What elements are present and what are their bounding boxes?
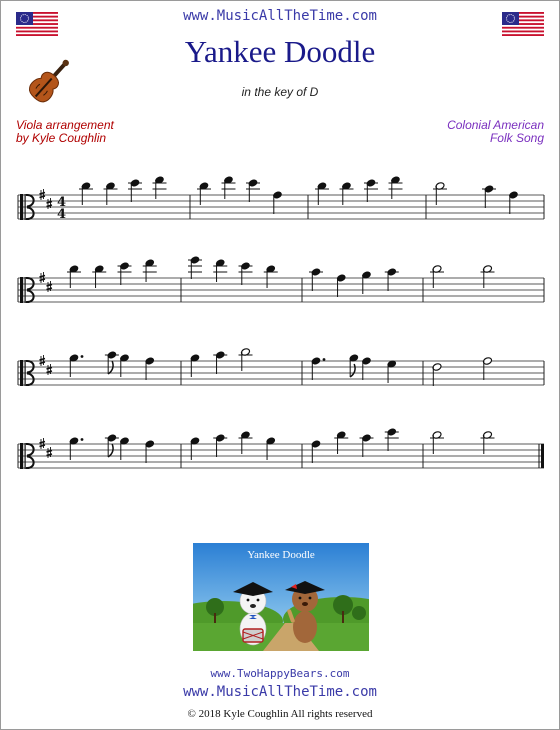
note [92,265,106,288]
note [481,265,495,288]
arrangement-line2: by Kyle Coughlin [16,131,107,145]
note [340,182,354,205]
key-signature-sharp [40,355,46,366]
note [213,351,227,374]
staff-system-4 [0,424,560,484]
copyright-notice: © 2018 Kyle Coughlin All rights reserved [187,708,373,720]
note [430,265,444,288]
note [481,431,495,454]
note [197,182,211,205]
note [266,437,276,460]
note [105,351,119,374]
note [432,363,442,386]
note [145,357,155,380]
note [482,185,496,208]
note [128,179,142,202]
note [264,265,278,288]
key-signature-sharp [40,272,46,283]
note [311,357,325,380]
site-url-footer[interactable]: www.MusicAllTheTime.com [183,684,377,700]
arrangement-credit [16,119,114,145]
note [213,434,227,457]
note [67,265,81,288]
note [79,182,93,205]
note [272,191,282,214]
note [246,179,260,202]
time-signature-bottom: 4 [57,207,67,222]
note [482,357,492,380]
note [119,354,129,377]
note [222,176,236,199]
note [387,360,397,383]
note [336,274,346,297]
time-signature-top: 4 [57,195,67,210]
key-signature-sharp [40,438,46,449]
note [105,434,119,457]
note [349,354,359,377]
song-title: Yankee Doodle [184,34,376,69]
arrangement-line1: Viola arrangement [16,118,114,132]
note [69,437,83,460]
note [239,262,253,285]
note [239,348,253,371]
note [364,179,378,202]
note [213,259,227,282]
note [385,268,399,291]
song-type-line1: Colonial American [447,118,544,132]
note [361,271,371,294]
promo-title: Yankee Doodle [247,549,315,561]
note [153,176,167,199]
note [309,268,323,291]
key-signature-sharp [40,189,46,200]
note [360,434,374,457]
viola-icon [16,58,74,114]
note [190,354,200,377]
two-happy-bears-link[interactable]: www.TwoHappyBears.com [210,667,350,680]
note [118,262,132,285]
note [315,182,329,205]
note [385,428,399,451]
two-happy-bears-promo[interactable] [193,543,369,651]
song-type [447,119,544,145]
note [389,176,403,199]
yankee-doodle-bears-illustration [193,543,369,651]
note [69,354,83,377]
note [311,440,321,463]
key-signature-text: in the key of D [241,85,319,99]
note [508,191,518,214]
note [433,182,447,205]
note [239,431,253,454]
note [430,431,444,454]
song-type-line2: Folk Song [489,131,544,145]
note [361,357,371,380]
note [104,182,118,205]
note [334,431,348,454]
final-barline-thick [541,444,544,468]
note [188,256,202,279]
note [190,437,200,460]
staff-system-2 [0,258,560,318]
staff-system-1 [0,175,560,235]
note [145,440,155,463]
staff-system-3 [0,341,560,401]
note [119,437,129,460]
site-url-header[interactable]: www.MusicAllTheTime.com [183,8,377,24]
note [143,259,157,282]
